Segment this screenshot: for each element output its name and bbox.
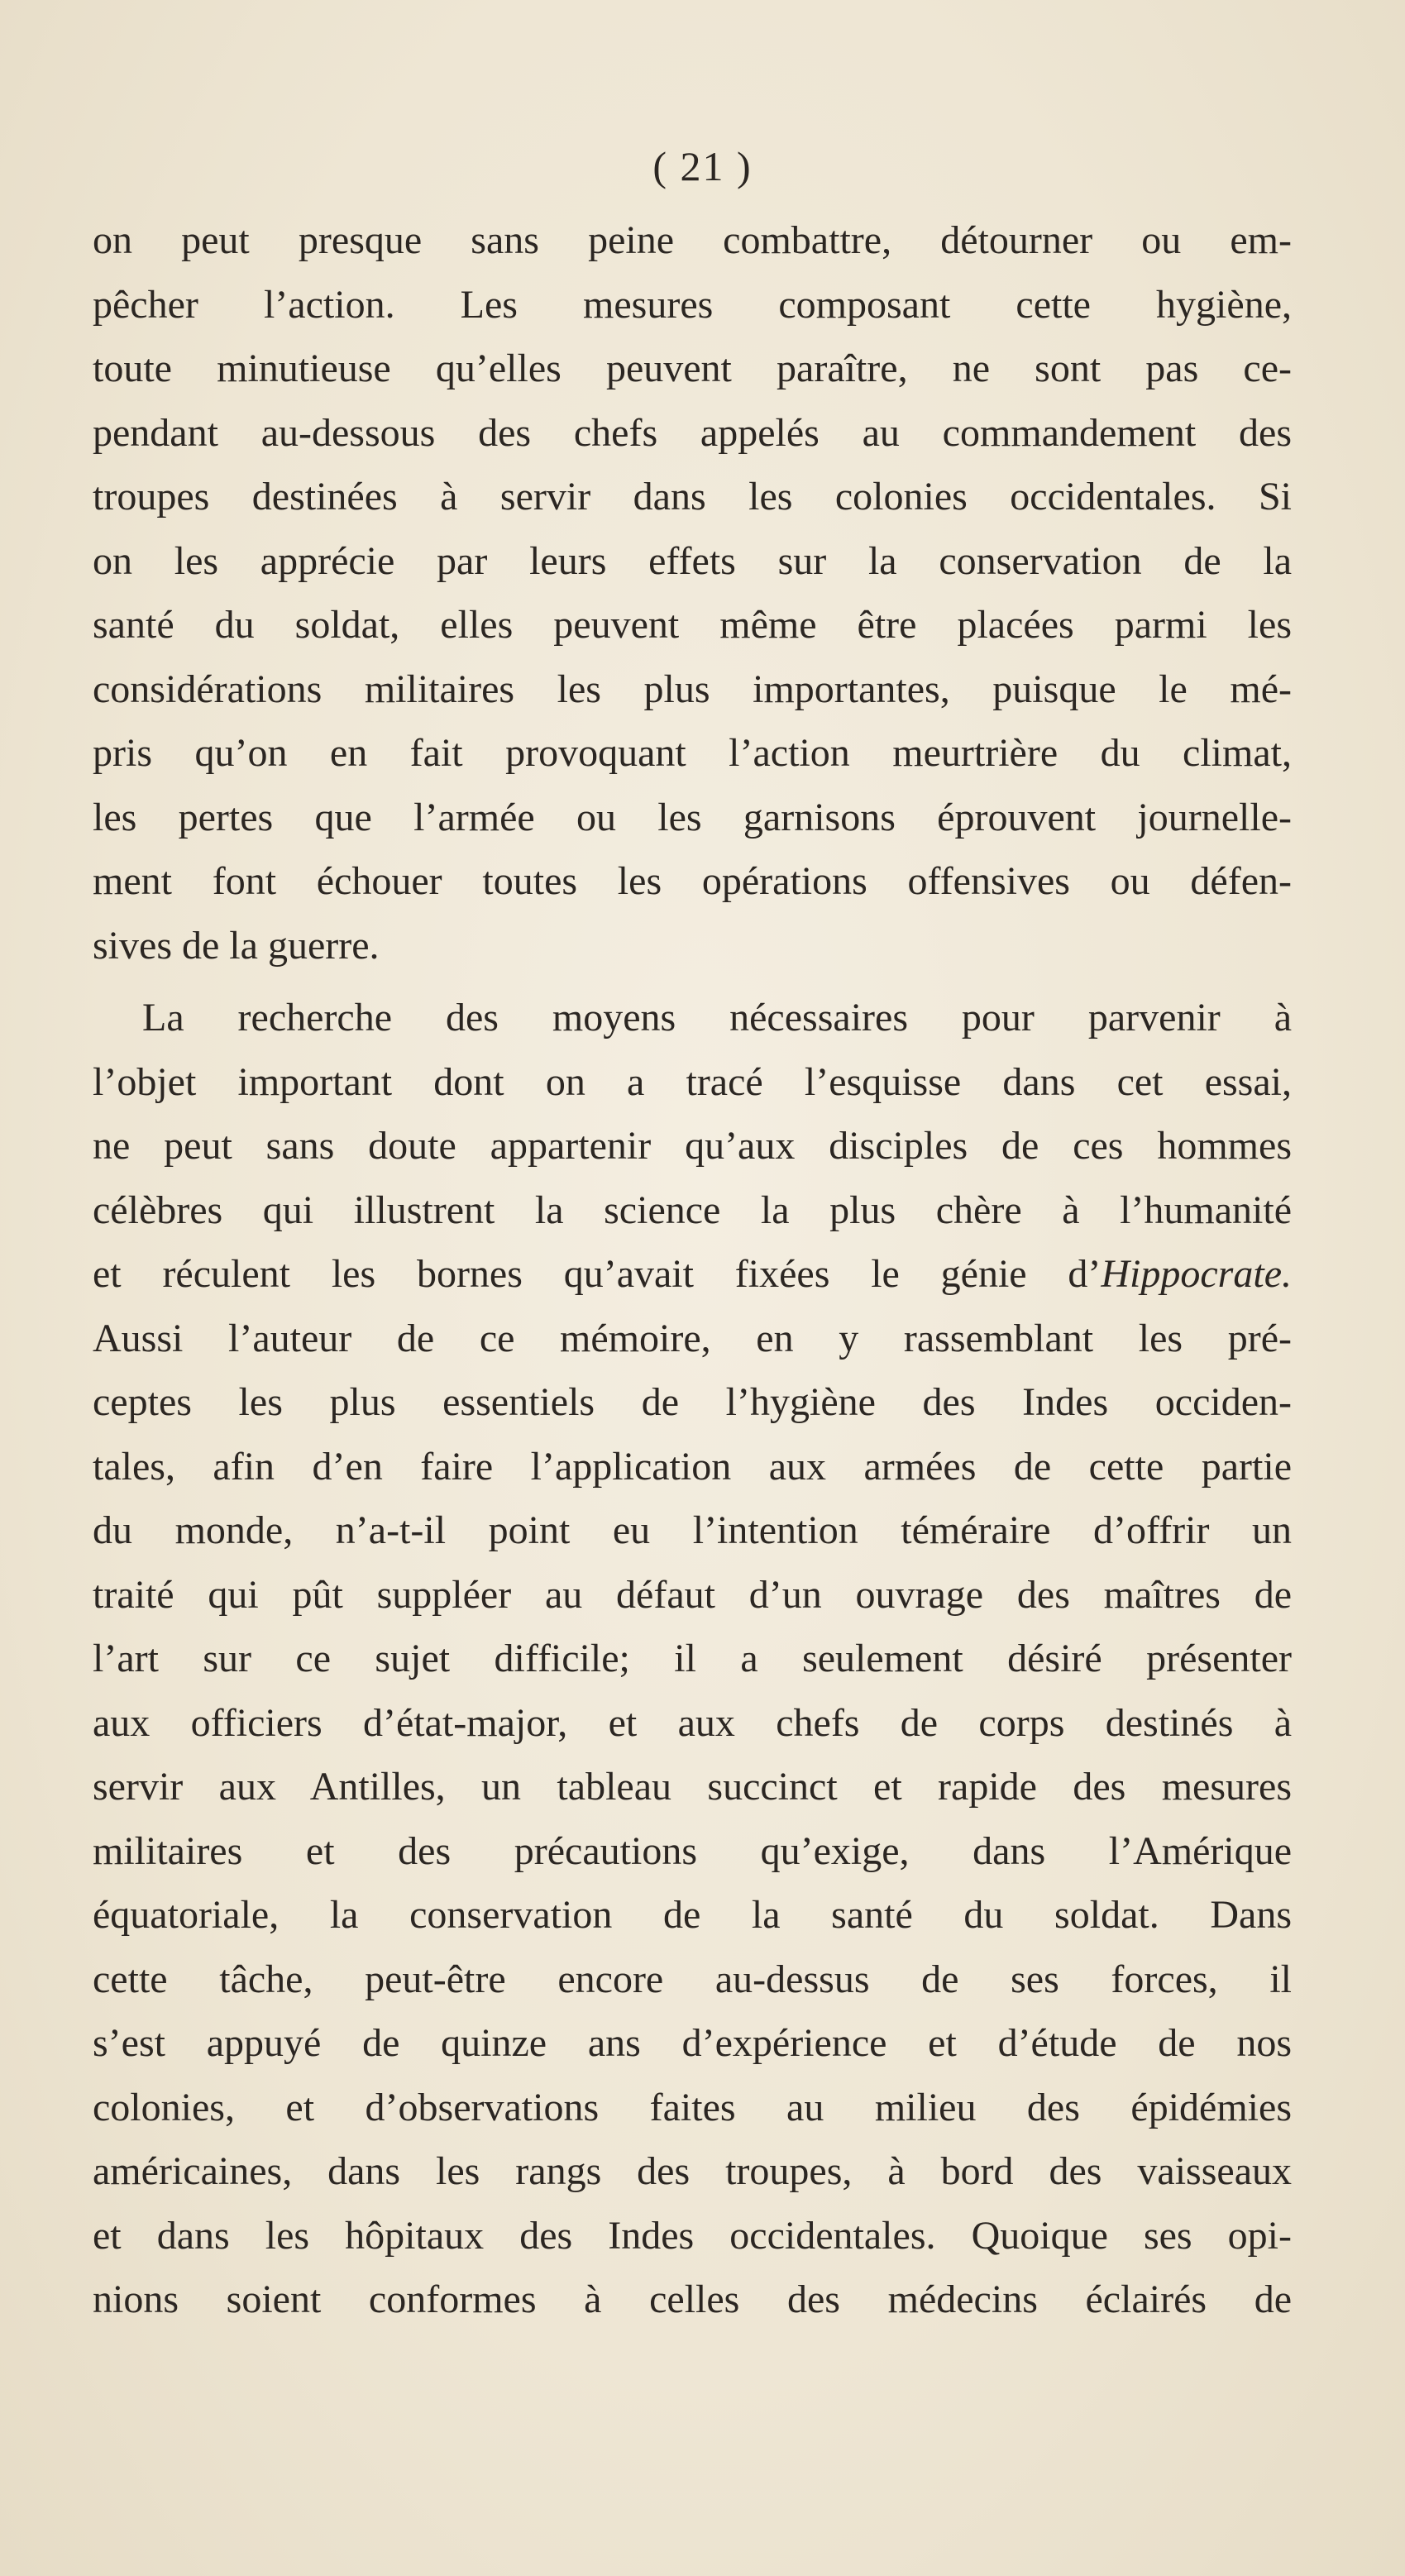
italic-name: Hippocrate. xyxy=(1101,1252,1292,1296)
text-line: on les apprécie par leurs effets sur la conservation de la xyxy=(93,538,1292,583)
paragraph-1 xyxy=(93,208,1292,977)
text-line: pêcher l’action. Les mesures composant cette hygiène, xyxy=(93,282,1292,327)
text-line: troupes destinées à servir dans les colonies occidentales. Si xyxy=(93,475,1292,519)
text-line: colonies, et d’observations faites au milieu des épidémies xyxy=(93,2085,1292,2129)
text-line: santé du soldat, elles peuvent même être placées parmi les xyxy=(93,603,1292,647)
text-line: servir aux Antilles, un tableau succinct et rapide des mesures xyxy=(93,1765,1292,1809)
text-line: militaires et des précautions qu’exige, dans l’Amérique xyxy=(93,1828,1292,1873)
text-line: s’est appuyé de quinze ans d’expérience et d’étude de nos xyxy=(93,2021,1292,2065)
page-number: ( 21 ) xyxy=(652,143,753,189)
text-line: nions soient conformes à celles des médecins éclairés de xyxy=(93,2277,1292,2321)
text-line: sives de la guerre. xyxy=(93,923,380,968)
text-line: ceptes les plus essentiels de l’hygiène des Indes occiden- xyxy=(93,1380,1292,1424)
text-line: considérations militaires les plus importantes, puisque le mé- xyxy=(93,667,1292,711)
text-line: pris qu’on en fait provoquant l’action meurtrière du climat, xyxy=(93,731,1292,775)
text-line: l’objet important dont on a tracé l’esquisse dans cet essai, xyxy=(93,1059,1292,1104)
text-line: l’art sur ce sujet difficile; il a seulement désiré présenter xyxy=(93,1637,1292,1680)
text-line: les pertes que l’armée ou les garnisons éprouvent journelle- xyxy=(93,795,1292,839)
text-line: et dans les hôpitaux des Indes occidentales. Quoique ses opi- xyxy=(93,2213,1292,2258)
text-line: toute minutieuse qu’elles peuvent paraître, ne sont pas ce- xyxy=(93,346,1292,390)
text-line: aux officiers d’état-major, et aux chefs de corps destinés à xyxy=(93,1700,1292,1745)
text-line: du monde, n’a-t-il point eu l’intention téméraire d’offrir un xyxy=(93,1508,1292,1552)
text-line: américaines, dans les rangs des troupes, à bord des vaisseaux xyxy=(93,2149,1292,2193)
text-line: tales, afin d’en faire l’application aux armées de cette partie xyxy=(93,1444,1292,1489)
text-line: ment font échouer toutes les opérations offensives ou défen- xyxy=(93,859,1292,903)
text-line: cette tâche, peut-être encore au-dessus de ses forces, il xyxy=(93,1957,1292,2001)
text-line: on peut presque sans peine combattre, détourner ou em- xyxy=(93,218,1292,262)
text-line: La recherche des moyens nécessaires pour parvenir à xyxy=(142,996,1292,1039)
paragraph-2 xyxy=(93,986,1292,2332)
text-line: traité qui pût suppléer au défaut d’un ouvrage des maîtres de xyxy=(93,1572,1292,1617)
text-line: pendant au-dessous des chefs appelés au commandement des xyxy=(93,410,1292,455)
text-line: célèbres qui illustrent la science la plus chère à l’humanité xyxy=(93,1188,1292,1232)
body-text xyxy=(93,208,1292,2332)
text-line xyxy=(93,1242,1292,1307)
text-line: ne peut sans doute appartenir qu’aux disciples de ces hommes xyxy=(93,1124,1292,1168)
text-line: Aussi l’auteur de ce mémoire, en y rassemblant les pré- xyxy=(93,1316,1292,1360)
text-line-segment: et réculent les bornes qu’avait fixées le génie d’ xyxy=(93,1252,1102,1296)
text-line: équatoriale, la conservation de la santé du soldat. Dans xyxy=(93,1893,1292,1937)
